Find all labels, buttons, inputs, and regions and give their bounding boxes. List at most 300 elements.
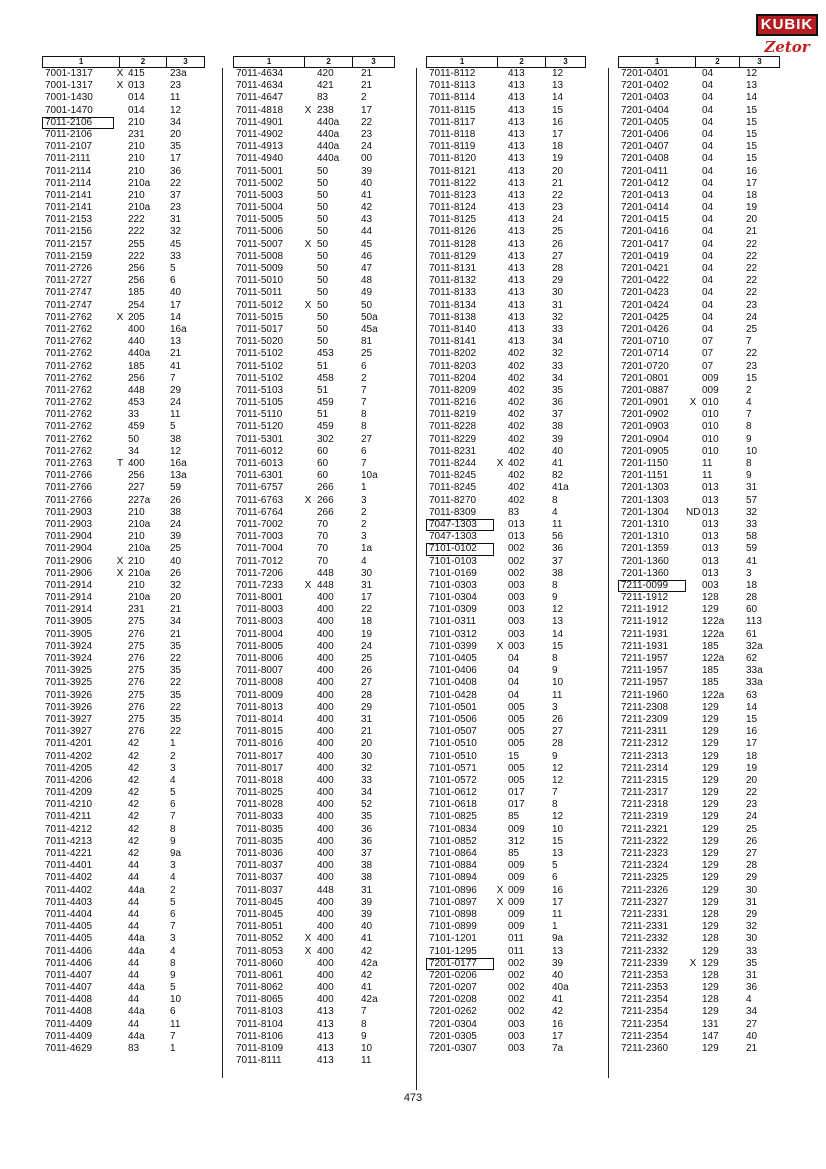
part-number: 7011-5105 <box>236 397 284 409</box>
table-row <box>618 799 786 811</box>
table-row <box>426 970 592 982</box>
row-marker <box>114 287 126 299</box>
row-marker <box>114 702 126 714</box>
figure-number: 129 <box>702 823 719 835</box>
position-number: 62 <box>746 653 758 664</box>
part-number: 7011-8113 <box>429 80 476 92</box>
position-number: 36 <box>552 543 564 555</box>
row-marker <box>494 787 506 799</box>
figure-number: 42 <box>128 762 140 774</box>
position-number: 2 <box>361 518 367 530</box>
position-number: 19 <box>361 628 373 640</box>
position-number: 3 <box>361 494 367 506</box>
part-number: 7011-8118 <box>429 128 476 140</box>
part-number: 7101-0501 <box>429 701 477 713</box>
position-number: 26 <box>746 835 758 847</box>
figure-number: 400 <box>317 896 334 908</box>
position-number: 27 <box>552 250 564 262</box>
figure-number: 005 <box>508 713 525 725</box>
position-number: 19 <box>746 762 758 774</box>
part-number: 7201-0887 <box>621 384 669 396</box>
table-row <box>618 482 786 494</box>
table-row <box>426 556 592 568</box>
row-marker <box>494 434 506 446</box>
table-row <box>42 178 210 190</box>
figure-number: 009 <box>508 908 525 920</box>
position-number: 7 <box>361 384 367 396</box>
row-marker <box>494 446 506 458</box>
figure-number: 400 <box>317 811 334 823</box>
table-row <box>42 348 210 360</box>
figure-number: 400 <box>317 982 334 994</box>
figure-number: 129 <box>702 957 719 969</box>
figure-number: 210 <box>128 555 145 567</box>
row-marker <box>686 446 700 458</box>
row-marker <box>301 361 315 373</box>
table-row <box>233 239 401 251</box>
row-marker <box>114 543 126 555</box>
part-number: 7011-8013 <box>236 701 284 713</box>
table-row <box>618 909 786 921</box>
row-marker <box>494 300 506 312</box>
part-number: 7211-2332 <box>621 945 669 957</box>
figure-number: 002 <box>508 1006 525 1018</box>
row-marker <box>494 239 506 251</box>
position-number: 22 <box>746 287 758 299</box>
row-marker <box>494 543 506 555</box>
part-number: 7011-4211 <box>45 811 92 823</box>
row-marker <box>301 726 315 738</box>
row-marker <box>114 446 126 458</box>
table-row <box>42 629 210 641</box>
part-number: 7201-0262 <box>429 1006 477 1018</box>
part-number: 7211-1957 <box>621 677 669 689</box>
table-row <box>233 348 401 360</box>
row-marker <box>494 690 506 702</box>
position-number: 15 <box>746 104 758 116</box>
part-number: 7011-8204 <box>429 372 477 384</box>
part-number: 7101-0169 <box>429 567 477 579</box>
table-row <box>426 68 592 80</box>
row-marker <box>494 946 506 958</box>
part-number: 7011-5103 <box>236 384 284 396</box>
part-number: 7011-2106 <box>45 128 93 140</box>
table-row <box>426 1006 592 1018</box>
position-number: 22 <box>552 189 564 201</box>
position-number: 27 <box>746 1018 758 1030</box>
figure-number: 400 <box>317 738 334 750</box>
part-number: 7101-0510 <box>429 750 477 762</box>
table-row <box>426 872 592 884</box>
table-row <box>42 1043 210 1055</box>
table-row <box>233 519 401 531</box>
part-number: 7211-2311 <box>621 726 668 738</box>
position-number: 13 <box>170 336 182 348</box>
figure-number: 005 <box>508 738 525 750</box>
position-number: 11 <box>170 1018 181 1030</box>
position-number: 37 <box>552 409 564 421</box>
row-marker <box>686 641 700 653</box>
figure-number: 122a <box>702 689 725 701</box>
row-marker <box>494 994 506 1006</box>
part-number: 7011-8037 <box>236 872 284 884</box>
figure-number: 128 <box>702 994 719 1006</box>
table-row <box>426 653 592 665</box>
part-number: 7101-1201 <box>429 933 477 945</box>
figure-number: 400 <box>317 921 334 933</box>
part-number: 7011-4221 <box>45 848 93 859</box>
figure-number: 276 <box>128 653 145 664</box>
figure-number: 256 <box>128 263 145 274</box>
position-number: 3 <box>170 933 176 945</box>
table-row <box>426 531 592 543</box>
part-number: 7201-0408 <box>621 153 669 165</box>
table-row <box>42 531 210 543</box>
figure-number: 70 <box>317 531 329 543</box>
row-marker <box>494 1031 506 1043</box>
part-number: 7201-0422 <box>621 275 669 287</box>
header-label: 2 <box>497 57 545 67</box>
table-row <box>233 178 401 190</box>
row-marker <box>114 153 126 165</box>
row-marker <box>114 531 126 543</box>
position-number: 15 <box>746 141 758 153</box>
part-number: 7011-2766 <box>45 470 93 482</box>
position-number: 7 <box>170 921 176 933</box>
part-number: 7011-5009 <box>236 263 284 274</box>
table-row <box>233 421 401 433</box>
position-number: 4 <box>170 945 176 957</box>
position-number: 10 <box>552 677 564 689</box>
position-number: 31 <box>361 713 373 725</box>
part-number: 7201-1310 <box>621 518 669 530</box>
figure-number: 04 <box>702 323 714 335</box>
figure-number: 002 <box>508 555 525 567</box>
position-number: 2 <box>746 384 752 396</box>
row-marker <box>686 166 700 178</box>
position-number: 42 <box>361 202 373 214</box>
figure-number: 60 <box>317 458 329 469</box>
row-marker <box>686 129 700 141</box>
position-number: 21 <box>170 348 182 360</box>
table-row <box>618 92 786 104</box>
table-row <box>42 787 210 799</box>
part-number: 7011-7012 <box>236 555 284 567</box>
row-marker <box>301 653 315 665</box>
table-row <box>233 385 401 397</box>
table-row <box>233 105 401 117</box>
position-number: 14 <box>746 92 758 104</box>
part-number: 7011-6763 <box>236 494 284 506</box>
part-number: 7211-1960 <box>621 689 669 701</box>
figure-number: 400 <box>317 860 334 872</box>
row-marker <box>494 373 506 385</box>
row-marker <box>114 641 126 653</box>
table-row <box>618 495 786 507</box>
part-number: 7011-8111 <box>236 1055 282 1067</box>
part-number: 7011-8138 <box>429 311 477 323</box>
position-number: 42 <box>552 1006 564 1018</box>
figure-number: 011 <box>508 933 524 945</box>
position-number: 21 <box>170 628 182 640</box>
position-number: 11 <box>170 92 181 104</box>
row-marker: X <box>116 555 124 567</box>
position-number: 7 <box>746 409 752 421</box>
figure-number: 50 <box>317 311 329 323</box>
table-row <box>233 287 401 299</box>
row-marker <box>686 836 700 848</box>
position-number: 9a <box>170 848 182 859</box>
table-row <box>618 677 786 689</box>
position-number: 29 <box>170 384 182 396</box>
position-number: 32 <box>552 348 564 360</box>
position-number: 11 <box>552 908 563 920</box>
row-marker <box>301 629 315 641</box>
part-number: 7101-0884 <box>429 860 477 872</box>
parts-column-2 <box>233 56 401 1067</box>
position-number: 29 <box>361 701 373 713</box>
part-number: 7201-0402 <box>621 80 669 92</box>
figure-number: 400 <box>317 750 334 762</box>
figure-number: 04 <box>702 287 714 299</box>
table-row <box>42 872 210 884</box>
row-marker <box>494 226 506 238</box>
figure-number: 129 <box>702 762 719 774</box>
position-number: 43 <box>361 214 373 226</box>
row-marker <box>686 604 700 616</box>
table-row <box>233 897 401 909</box>
position-number: 17 <box>361 592 373 604</box>
position-number: 34 <box>552 336 564 348</box>
table-row <box>233 970 401 982</box>
table-row <box>618 787 786 799</box>
table-row <box>426 482 592 494</box>
table-row <box>426 738 592 750</box>
row-marker <box>686 470 700 482</box>
table-row <box>618 1043 786 1055</box>
figure-number: 42 <box>128 738 140 750</box>
row-marker <box>494 324 506 336</box>
row-marker <box>301 1006 315 1018</box>
table-row <box>42 665 210 677</box>
position-number: 36 <box>746 982 758 994</box>
position-number: 22 <box>170 177 182 189</box>
row-marker <box>301 677 315 689</box>
table-row <box>233 446 401 458</box>
figure-number: 413 <box>508 189 525 201</box>
position-number: 21 <box>361 68 373 79</box>
part-number: 7201-0406 <box>621 128 669 140</box>
figure-number: 413 <box>508 141 525 153</box>
position-number: 31 <box>170 214 182 226</box>
position-number: 9 <box>170 835 176 847</box>
row-marker <box>494 738 506 750</box>
table-row <box>233 373 401 385</box>
part-number: 7011-4902 <box>236 128 284 140</box>
table-row <box>42 921 210 933</box>
position-number: 30 <box>552 287 564 299</box>
part-number: 7201-0208 <box>429 994 477 1006</box>
part-number: 7011-8121 <box>429 165 477 177</box>
table-row <box>618 458 786 470</box>
table-row <box>618 824 786 836</box>
position-number: 12 <box>552 774 564 786</box>
part-number: 7211-2354 <box>621 994 669 1006</box>
row-marker <box>114 239 126 251</box>
row-marker <box>494 629 506 641</box>
position-number: 6 <box>170 275 176 287</box>
table-row <box>233 495 401 507</box>
part-number: 7201-1304 <box>621 506 669 518</box>
part-number: 7011-5008 <box>236 250 284 262</box>
figure-number: 011 <box>508 945 524 957</box>
part-number: 7101-0572 <box>429 774 477 786</box>
row-marker <box>301 324 315 336</box>
position-number: 4 <box>361 555 367 567</box>
position-number: 8 <box>552 653 558 664</box>
row-marker <box>114 409 126 421</box>
table-row <box>426 690 592 702</box>
row-marker <box>114 580 126 592</box>
position-number: 12 <box>170 445 182 457</box>
table-row <box>42 458 210 470</box>
figure-number: 003 <box>702 579 719 591</box>
row-marker <box>494 80 506 92</box>
table-row <box>426 117 592 129</box>
part-number: 7011-8115 <box>429 104 476 116</box>
row-marker <box>114 848 126 860</box>
table-row <box>233 312 401 324</box>
part-number: 7011-3924 <box>45 653 93 664</box>
table-row <box>42 300 210 312</box>
position-number: 19 <box>552 153 564 165</box>
figure-number: 122a <box>702 653 725 664</box>
row-marker <box>686 811 700 823</box>
part-number: 7011-4901 <box>236 116 284 128</box>
position-number: 2 <box>361 506 367 518</box>
part-number: 7211-2318 <box>621 799 669 811</box>
part-number: 7101-0303 <box>429 579 477 591</box>
row-marker <box>301 80 315 92</box>
position-number: 16 <box>746 726 758 738</box>
table-row <box>42 543 210 555</box>
part-number: 7011-2762 <box>45 433 93 445</box>
row-marker <box>494 970 506 982</box>
table-row <box>426 190 592 202</box>
position-number: 58 <box>746 531 758 543</box>
figure-number: 04 <box>702 299 714 311</box>
part-number: 7011-2903 <box>45 506 93 518</box>
table-row <box>42 117 210 129</box>
part-number: 7201-0207 <box>429 982 477 994</box>
position-number: 00 <box>361 153 373 165</box>
position-number: 39 <box>361 165 373 177</box>
figure-number: 50 <box>317 214 329 226</box>
row-marker <box>114 519 126 531</box>
part-number: 7201-1151 <box>621 470 669 482</box>
table-row <box>42 434 210 446</box>
part-number: 7011-8124 <box>429 202 477 214</box>
part-number: 7211-1957 <box>621 665 669 677</box>
table-row <box>42 775 210 787</box>
position-number: 5 <box>552 860 558 872</box>
part-number: 7011-5002 <box>236 177 284 189</box>
table-row <box>426 409 592 421</box>
position-number: 9 <box>746 470 752 482</box>
part-number: 7211-2317 <box>621 787 669 799</box>
position-number: 25 <box>552 226 564 238</box>
row-marker <box>494 385 506 397</box>
part-number: 7011-8018 <box>236 774 284 786</box>
table-row <box>233 641 401 653</box>
figure-number: 129 <box>702 872 719 884</box>
position-number: 7 <box>361 397 367 409</box>
position-number: 3 <box>170 762 176 774</box>
table-row <box>233 1043 401 1055</box>
table-row <box>618 653 786 665</box>
figure-number: 07 <box>702 348 714 360</box>
table-row <box>618 629 786 641</box>
figure-number: 34 <box>128 445 140 457</box>
figure-number: 44 <box>128 896 140 908</box>
row-marker <box>301 714 315 726</box>
position-number: 31 <box>746 896 758 908</box>
part-number: 7047-1303 <box>429 531 477 543</box>
table-row <box>426 921 592 933</box>
table-row <box>426 519 592 531</box>
row-marker <box>494 726 506 738</box>
position-number: 17 <box>746 738 758 750</box>
position-number: 23a <box>170 68 187 79</box>
table-row <box>426 665 592 677</box>
part-number: 7011-8045 <box>236 908 284 920</box>
table-row <box>426 616 592 628</box>
table-row <box>233 263 401 275</box>
figure-number: 017 <box>508 799 525 811</box>
part-number: 7011-8129 <box>429 250 477 262</box>
part-number: 7201-1360 <box>621 567 669 579</box>
row-marker <box>114 202 126 214</box>
row-marker <box>114 300 126 312</box>
position-number: 15 <box>746 713 758 725</box>
table-row <box>426 92 592 104</box>
part-number: 7201-0403 <box>621 92 669 104</box>
part-number: 7011-8133 <box>429 287 477 299</box>
row-marker <box>301 994 315 1006</box>
part-number: 7011-5102 <box>236 360 284 372</box>
part-number: 7001-1317 <box>45 68 93 79</box>
table-row <box>426 470 592 482</box>
row-marker <box>686 361 700 373</box>
figure-number: 210 <box>128 506 145 518</box>
position-number: 27 <box>552 726 564 738</box>
position-number: 45a <box>361 323 378 335</box>
row-marker <box>494 848 506 860</box>
position-number: 49 <box>361 287 373 299</box>
row-marker <box>301 166 315 178</box>
row-marker <box>301 690 315 702</box>
table-row <box>426 251 592 263</box>
figure-number: 210 <box>128 189 145 201</box>
figure-number: 51 <box>317 409 329 421</box>
row-marker <box>114 507 126 519</box>
position-number: 2 <box>170 884 176 896</box>
table-row <box>618 153 786 165</box>
part-number: 7011-2114 <box>45 177 92 189</box>
row-marker <box>301 787 315 799</box>
row-marker <box>686 592 700 604</box>
row-marker <box>114 690 126 702</box>
